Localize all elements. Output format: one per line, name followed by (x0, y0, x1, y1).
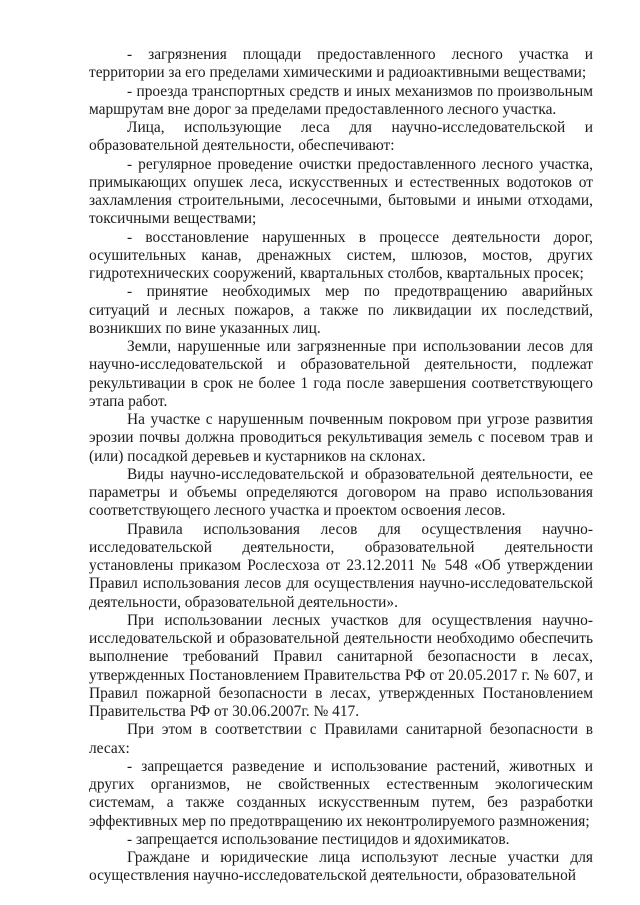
document-body (89, 46, 593, 886)
paragraph-pesticides-ban: - запрещается использование пестицидов и ядохимикатов. (127, 830, 510, 848)
paragraph-organisms-ban: - запрещается разведение и использование растений, животных и других организмов, не свойственных естественным экологическим системам, а также созданных искусственным путем, без разработки эффективных мер по предотвращению их неконтролируемого размножения; (89, 757, 593, 830)
paragraph-pollution: - загрязнения площади предоставленного лесного участка и территории за его пределами химическими и радиоактивными веществами; (89, 46, 593, 82)
paragraph-citizens-use: Граждане и юридические лица используют лесные участки для осуществления научно-исследовательской деятельности, образовательной (89, 849, 593, 885)
paragraph-safety-requirements: При использовании лесных участков для осуществления научно-исследовательской и образовательной деятельности необходимо обеспечить выполнение требований Правил санитарной безопасности в лесах, утвержденных Постановлением Правительства РФ от 20.05.2017 г. № 607, и Правил пожарной безопасности в лесах, утвержденных Постановлением Правительства РФ от 30.06.2007г. № 417. (89, 611, 593, 720)
paragraph-erosion: На участке с нарушенным почвенным покровом при угрозе развития эрозии почвы должна проводиться рекультивация земель с посевом трав и (или) посадкой деревьев и кустарников на склонах. (89, 411, 593, 465)
paragraph-cleaning: - регулярное проведение очистки предоставленного лесного участка, примыкающих опушек леса, искусственных и естественных водотоков от захламления строительными, лесосечными, бытовыми и иными отходами, токсичными веществами; (89, 155, 593, 228)
paragraph-rules-order: Правила использования лесов для осуществления научно-исследовательской деятельности, образовательной деятельности установлены приказом Рослесхоза от 23.12.2011 № 548 «Об утверждении Правил использования лесов для осуществления научно-исследовательской деятельности, образовательной деятельности». (89, 520, 593, 611)
paragraph-sanitary-intro: При этом в соответствии с Правилами санитарной безопасности в лесах: (89, 721, 593, 757)
paragraph-vehicle-passage: - проезда транспортных средств и иных механизмов по произвольным маршрутам вне дорог за пределами предоставленного лесного участка. (89, 82, 593, 118)
paragraph-obligations-intro: Лица, использующие леса для научно-исследовательской и образовательной деятельности, обеспечивают: (89, 119, 593, 155)
paragraph-activity-types: Виды научно-исследовательской и образовательной деятельности, ее параметры и объемы определяются договором на право использования соответствующего лесного участка и проектом освоения лесов. (89, 465, 593, 520)
paragraph-restoration: - восстановление нарушенных в процессе деятельности дорог, осушительных канав, дренажных систем, шлюзов, мостов, других гидротехнических сооружений, квартальных столбов, квартальных просек; (89, 228, 593, 282)
paragraph-fire-prevention: - принятие необходимых мер по предотвращению аварийных ситуаций и лесных пожаров, а также по ликвидации их последствий, возникших по вине указанных лиц. (89, 283, 593, 337)
paragraph-recultivation: Земли, нарушенные или загрязненные при использовании лесов для научно-исследовательской и образовательной деятельности, подлежат рекультивации в срок не более 1 года после завершения соответствующего этапа работ. (89, 338, 593, 410)
